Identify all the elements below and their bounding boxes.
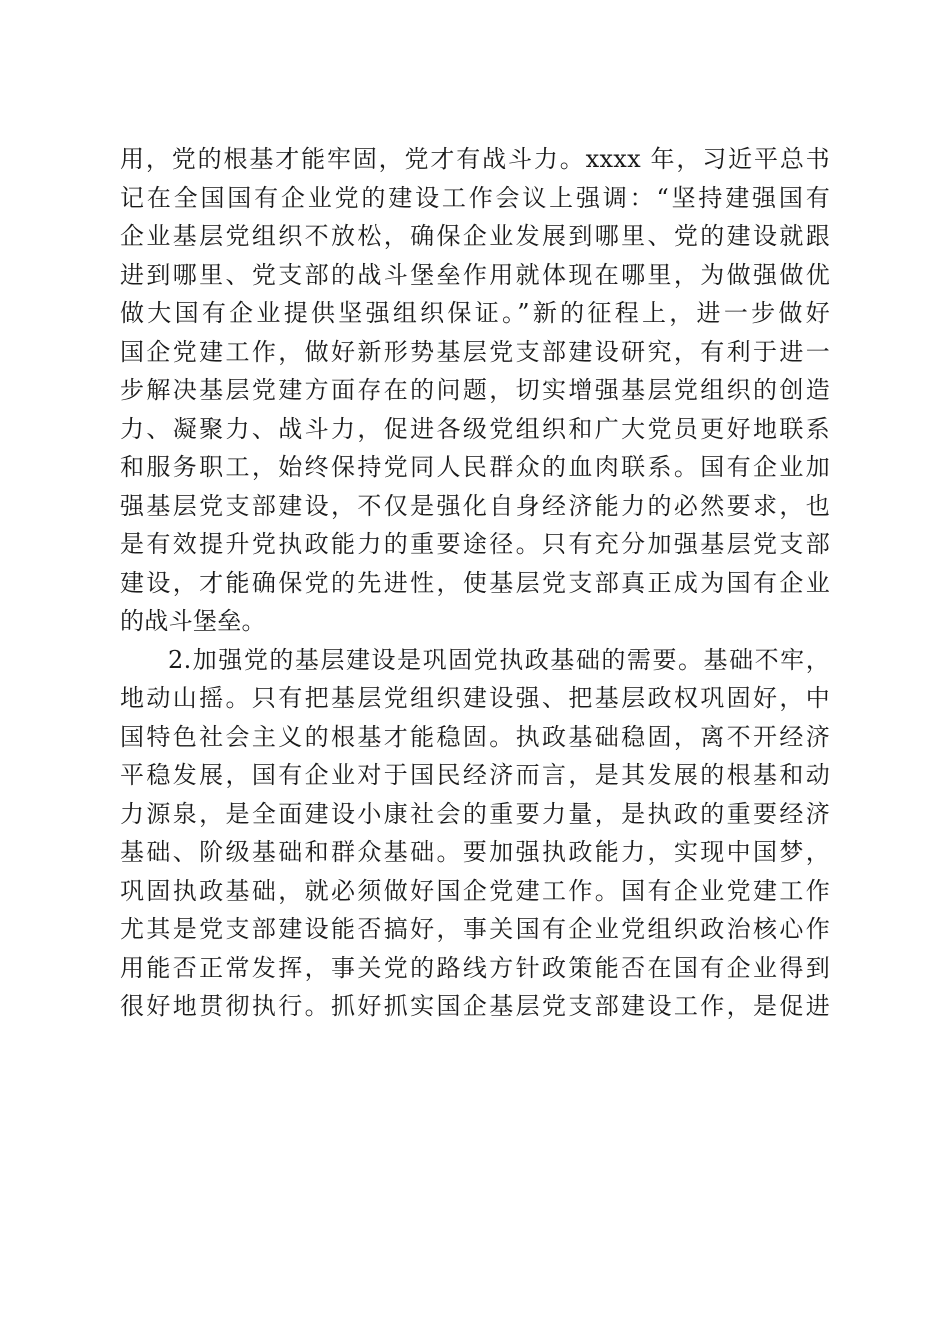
paragraph-2 — [120, 641, 830, 1026]
text-line: 力、凝聚力、战斗力，促进各级党组织和广大党员更好地联系 — [120, 414, 830, 443]
body-text — [120, 140, 830, 1026]
text-line: 建设，才能确保党的先进性，使基层党支部真正成为国有企业 — [120, 568, 830, 597]
text-line: 强基层党支部建设，不仅是强化自身经济能力的必然要求，也 — [120, 491, 830, 520]
text-line: 基础、阶级基础和群众基础。要加强执政能力，实现中国梦， — [120, 838, 830, 866]
text-line: 巩固执政基础，就必须做好国企党建工作。国有企业党建工作 — [120, 876, 830, 905]
text-line: 平稳发展，国有企业对于国民经济而言，是其发展的根基和动 — [120, 761, 830, 789]
text-line: 用能否正常发挥，事关党的路线方针政策能否在国有企业得到 — [120, 953, 830, 982]
text-line: 地动山摇。只有把基层党组织建设强、把基层政权巩固好，中 — [120, 684, 830, 712]
text-line: 记在全国国有企业党的建设工作会议上强调：“坚持建强国有 — [120, 183, 830, 212]
text-line: 企业基层党组织不放松，确保企业发展到哪里、党的建设就跟 — [120, 222, 830, 250]
text-line: 国特色社会主义的根基才能稳固。执政基础稳固，离不开经济 — [120, 722, 830, 751]
text-line: 步解决基层党建方面存在的问题，切实增强基层党组织的创造 — [120, 376, 830, 404]
text-line: 是有效提升党执政能力的重要途径。只有充分加强基层党支部 — [120, 530, 830, 558]
text-line: 尤其是党支部建设能否搞好，事关国有企业党组织政治核心作 — [120, 915, 830, 943]
text-line: 力源泉，是全面建设小康社会的重要力量，是执政的重要经济 — [120, 799, 830, 828]
text-line: 的战斗堡垒。 — [120, 607, 266, 635]
text-line: 用，党的根基才能牢固，党才有战斗力。xxxx 年，习近平总书 — [120, 145, 830, 173]
text-line: 进到哪里、党支部的战斗堡垒作用就体现在哪里，为做强做优 — [120, 260, 830, 289]
text-line: 2.加强党的基层建设是巩固党执政基础的需要。基础不牢， — [168, 645, 830, 674]
text-line: 做大国有企业提供坚强组织保证。”新的征程上，进一步做好 — [120, 299, 830, 327]
paragraph-1 — [120, 140, 830, 641]
text-line: 国企党建工作，做好新形势基层党支部建设研究，有利于进一 — [120, 337, 830, 366]
text-line: 很好地贯彻执行。抓好抓实国企基层党支部建设工作，是促进 — [120, 992, 830, 1020]
text-line: 和服务职工，始终保持党同人民群众的血肉联系。国有企业加 — [120, 453, 830, 481]
